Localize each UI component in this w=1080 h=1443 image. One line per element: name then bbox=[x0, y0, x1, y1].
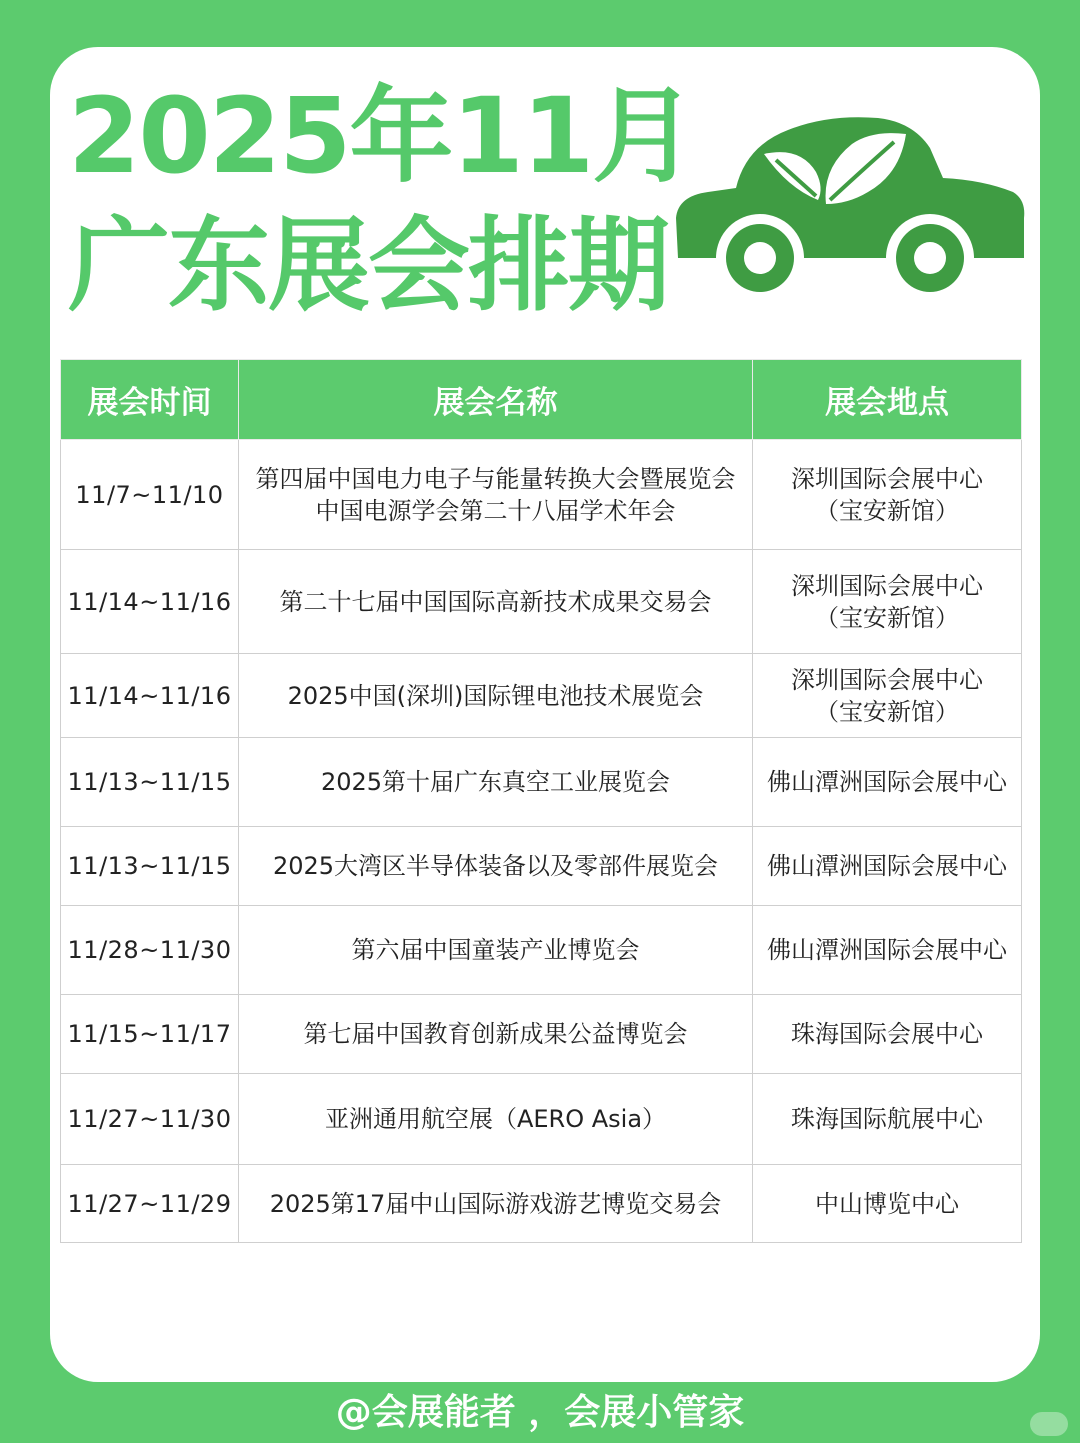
page-title-line2: 广东展会排期 bbox=[68, 207, 668, 326]
row-name: 2025大湾区半导体装备以及零部件展览会 bbox=[239, 827, 753, 906]
header-venue: 展会地点 bbox=[753, 360, 1022, 440]
venue-name: 深圳国际会展中心 bbox=[791, 571, 983, 600]
table-row bbox=[61, 738, 1022, 827]
row-venue: 佛山潭洲国际会展中心 bbox=[753, 827, 1022, 906]
row-name: 2025第十届广东真空工业展览会 bbox=[239, 738, 753, 827]
row-name: 第四届中国电力电子与能量转换大会暨展览会中国电源学会第二十八届学术年会 bbox=[239, 440, 753, 550]
row-date: 11/15~11/17 bbox=[61, 995, 239, 1074]
venue-name: 深圳国际会展中心 bbox=[791, 464, 983, 493]
table-row bbox=[61, 440, 1022, 550]
row-venue: 佛山潭洲国际会展中心 bbox=[753, 906, 1022, 995]
row-venue: 中山博览中心 bbox=[753, 1165, 1022, 1243]
table-row bbox=[61, 654, 1022, 738]
exhibition-schedule-table bbox=[60, 359, 1022, 1243]
page-title-line1: 2025年11月 bbox=[68, 75, 695, 197]
header-name: 展会名称 bbox=[239, 360, 753, 440]
row-venue: 珠海国际会展中心 bbox=[753, 995, 1022, 1074]
table-row bbox=[61, 1165, 1022, 1243]
header-date: 展会时间 bbox=[61, 360, 239, 440]
row-venue: 珠海国际航展中心 bbox=[753, 1074, 1022, 1165]
row-date: 11/14~11/16 bbox=[61, 550, 239, 654]
venue-note: （宝安新馆） bbox=[815, 496, 959, 525]
row-name: 2025第17届中山国际游戏游艺博览交易会 bbox=[239, 1165, 753, 1243]
front-wheel-hub bbox=[744, 242, 776, 274]
table-row bbox=[61, 1074, 1022, 1165]
eco-car-icon bbox=[668, 108, 1028, 300]
row-name: 第二十七届中国国际高新技术成果交易会 bbox=[239, 550, 753, 654]
venue-note: （宝安新馆） bbox=[815, 697, 959, 726]
row-venue bbox=[753, 654, 1022, 738]
table-header-row bbox=[61, 360, 1022, 440]
row-date: 11/13~11/15 bbox=[61, 738, 239, 827]
footer-credit: @会展能者 ，会展小管家 bbox=[335, 1392, 745, 1433]
row-name: 亚洲通用航空展（AERO Asia） bbox=[239, 1074, 753, 1165]
row-date: 11/7~11/10 bbox=[61, 440, 239, 550]
row-name: 第六届中国童装产业博览会 bbox=[239, 906, 753, 995]
row-date: 11/14~11/16 bbox=[61, 654, 239, 738]
row-date: 11/28~11/30 bbox=[61, 906, 239, 995]
row-venue: 佛山潭洲国际会展中心 bbox=[753, 738, 1022, 827]
row-name: 2025中国(深圳)国际锂电池技术展览会 bbox=[239, 654, 753, 738]
table-row bbox=[61, 827, 1022, 906]
row-date: 11/27~11/29 bbox=[61, 1165, 239, 1243]
table-row bbox=[61, 550, 1022, 654]
row-date: 11/27~11/30 bbox=[61, 1074, 239, 1165]
table-row bbox=[61, 995, 1022, 1074]
venue-note: （宝安新馆） bbox=[815, 603, 959, 632]
row-name: 第七届中国教育创新成果公益博览会 bbox=[239, 995, 753, 1074]
row-venue bbox=[753, 550, 1022, 654]
venue-name: 深圳国际会展中心 bbox=[791, 665, 983, 694]
watermark-badge bbox=[1030, 1412, 1068, 1436]
row-venue bbox=[753, 440, 1022, 550]
rear-wheel-hub bbox=[914, 242, 946, 274]
table-row bbox=[61, 906, 1022, 995]
row-date: 11/13~11/15 bbox=[61, 827, 239, 906]
